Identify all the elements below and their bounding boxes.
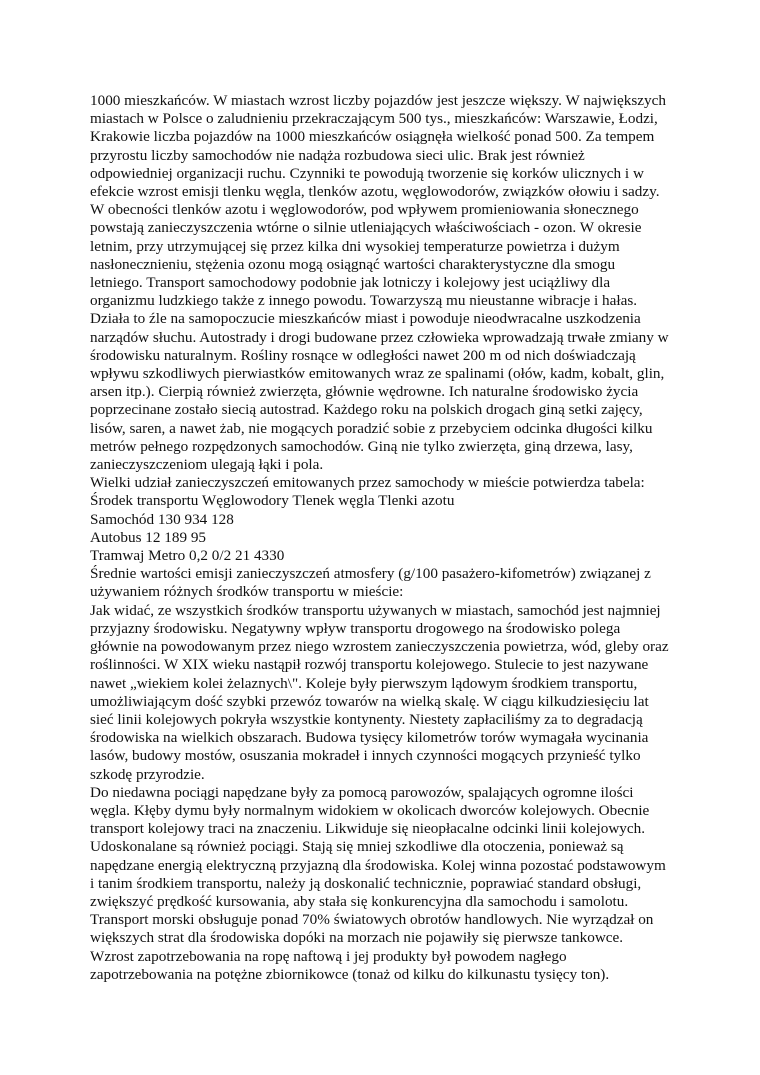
table-row-car: Samochód 130 934 128	[90, 510, 234, 528]
table-header-row: Środek transportu Węglowodory Tlenek węgla Tlenki azotu	[90, 492, 455, 510]
paragraph-table-caption: Średnie wartości emisji zanieczyszczeń atmosfery (g/100 pasażero-kifometrów) związanej z używaniem różnych środków transportu w mieście:	[90, 565, 651, 601]
paragraph-road-transport-impact: 1000 mieszkańców. W miastach wzrost liczby pojazdów jest jeszcze większy. W największych miastach w Polsce o zaludnieniu przekraczającym 500 tys., mieszkańców: Warszawie, Łodzi, Krakowie liczba pojazdów na 1000 mieszkańców osiągnęła wielkość ponad 500. Za tempem przyrostu liczby samochodów nie nadąża rozbudowa sieci ulic. Brak jest również odpowiedniej organizacji ruchu. Czynniki te powodują tworzenie się korków ulicznych i w efekcie wzrost emisji tlenku węgla, tlenków azotu, węglowodorów, związków ołowiu i sadzy. W obecności tlenków azotu i węglowodorów, pod wpływem promieniowania słonecznego powstają zanieczyszczenia wtórne o silnie utleniających właściwościach - ozon. W okresie letnim, przy utrzymującej się przez kilka dni wysokiej temperaturze powietrza i dużym nasłonecznieniu, stężenia ozonu mogą osiągnąć wartości charakterystyczne dla smogu letniego. Transport samochodowy podobnie jak lotniczy i kolejowy jest uciążliwy dla organizmu ludzkiego także z innego powodu. Towarzyszą mu nieustanne wibracje i hałas. Działa to źle na samopoczucie mieszkańców miast i powoduje nieodwracalne uszkodzenia narządów słuchu. Autostrady i drogi budowane przez człowieka wprowadzają trwałe zmiany w środowisku naturalnym. Rośliny rosnące w odległości nawet 200 m od nich doświadczają wpływu szkodliwych pierwiastków emitowanych wraz ze spalinami (ołów, kadm, kobalt, glin, arsen itp.). Cierpią również zwierzęta, głównie wędrowne. Ich naturalne środowisko życia poprzecinane zostało siecią autostrad. Każdego roku na polskich drogach giną setki zajęcy, lisów, saren, a nawet żab, nie mogących poradzić sobie z przebyciem odcinka długości kilku metrów pełnego rozpędzonych samochodów. Giną nie tylko zwierzęta, giną drzewa, lasy, zanieczyszczeniom ulegają łąki i pola.	[90, 92, 669, 474]
paragraph-table-intro: Wielki udział zanieczyszczeń emitowanych przez samochody w mieście potwierdza tabela:	[90, 474, 645, 492]
table-row-bus: Autobus 12 189 95	[90, 528, 207, 546]
paragraph-rail-modern: Do niedawna pociągi napędzane były za pomocą parowozów, spalających ogromne ilości węgla. Kłęby dymu były normalnym widokiem w okolicach dworców kolejowych. Obecnie transport kolejowy traci na znaczeniu. Likwiduje się nieopłacalne odcinki linii kolejowych. Udoskonalane są również pociągi. Stają się mniej szkodliwe dla otoczenia, ponieważ są napędzane energią elektryczną przyjazną dla środowiska. Kolej winna pozostać podstawowym i tanim środkiem transportu, należy ją doskonalić technicznie, poprawiać standard obsługi, zwiększyć prędkość kursowania, aby stała się konkurencyjna dla samochodu i samolotu.	[90, 783, 666, 910]
document-body	[90, 92, 670, 984]
paragraph-rail-history: Jak widać, ze wszystkich środków transportu używanych w miastach, samochód jest najmniej przyjazny środowisku. Negatywny wpływ transportu drogowego na środowisko polega głównie na powodowanym przez niego wzrostem zanieczyszczenia powietrza, wód, gleby oraz roślinności. W XIX wieku nastąpił rozwój transportu kolejowego. Stulecie to jest nazywane nawet „wiekiem kolei żelaznych\". Koleje były pierwszym lądowym środkiem transportu, umożliwiającym dość szybki przewóz towarów na wielką skalę. W ciągu kilkudziesięciu lat sieć linii kolejowych pokryła wszystkie kontynenty. Niestety zapłaciliśmy za to degradacją środowiska na wielkich obszarach. Budowa tysięcy kilometrów torów wymagała wycinania lasów, budowy mostów, osuszania mokradeł i innych czynności mogących przynieść tylko szkodę przyrodzie.	[90, 601, 669, 783]
table-row-tram-metro: Tramwaj Metro 0,2 0/2 21 4330	[90, 547, 285, 565]
paragraph-sea-transport: Transport morski obsługuje ponad 70% światowych obrotów handlowych. Nie wyrządzał on większych strat dla środowiska dopóki na morzach nie pojawiły się pierwsze tankowce. Wzrost zapotrzebowania na ropę naftową i jej produkty był powodem nagłego zapotrzebowania na potężne zbiornikowce (tonaż od kilku do kilkunastu tysięcy ton).	[90, 911, 654, 983]
